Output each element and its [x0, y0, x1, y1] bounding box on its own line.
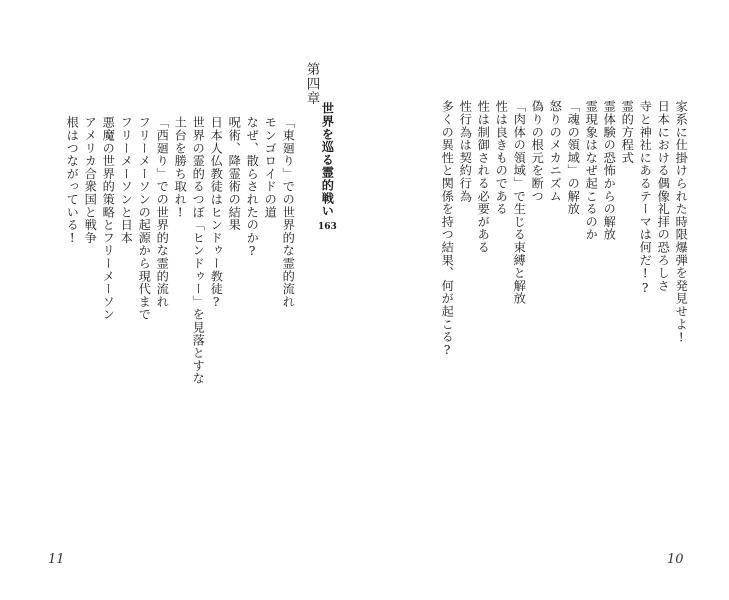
toc-line-right-8: 怒りのメカニズム [548, 100, 563, 203]
toc-line-left-9: フリーメーソンの起源から現代まで [137, 116, 152, 321]
toc-line-left-12: アメリカ合衆国と戦争 [83, 116, 98, 244]
toc-line-right-3: 寺と神社にあるテーマは何だ!? [638, 100, 653, 296]
toc-line-left-1: 「東廻り」での世界的な霊的流れ [281, 116, 296, 308]
page-number-right: 10 [667, 552, 684, 567]
toc-line-right-5: 霊体験の恐怖からの解放 [602, 100, 617, 241]
toc-line-right-13: 性行為は契約行為 [458, 100, 473, 203]
toc-line-left-11: 悪魔の世界的策略とフリーメーソン [101, 116, 116, 321]
chapter-page-number: 163 [318, 222, 337, 233]
toc-line-left-8: 「西廻り」での世界的な霊的流れ [155, 116, 170, 308]
toc-line-right-9: 偽りの根元を断つ [530, 100, 545, 203]
toc-line-left-6: 世界の霊的るつぼ「ヒンドゥー」を見落とすな [191, 116, 206, 385]
toc-line-right-14: 多くの異性と関係を持つ結果、何が起こる? [440, 100, 455, 358]
chapter-title: 世界を巡る霊的戦い [320, 102, 335, 218]
toc-line-right-4: 霊的方程式 [620, 100, 635, 164]
chapter-label: 第四章 [303, 62, 320, 106]
page-number-left: 11 [48, 552, 65, 567]
toc-line-right-11: 性は良きものである [494, 100, 509, 216]
toc-line-right-10: 「肉体の領域」で生じる束縛と解放 [512, 100, 527, 305]
toc-line-left-5: 日本人仏教徒はヒンドゥー教徒? [209, 116, 224, 310]
toc-line-left-7: 土台を勝ち取れ! [173, 116, 188, 221]
toc-line-right-2: 日本における偶像礼拝の恐ろしさ [656, 100, 671, 292]
toc-line-left-13: 根はつながっている! [65, 116, 80, 246]
toc-line-right-6: 霊現象はなぜ起こるのか [584, 100, 599, 241]
chapter-title-entry [318, 102, 337, 232]
left-page [0, 0, 364, 600]
toc-line-left-4: 呪術、降霊術の結果 [227, 116, 242, 232]
toc-line-left-2: モンゴロイドの道 [263, 116, 278, 219]
toc-line-right-12: 性は制御される必要がある [476, 100, 491, 254]
toc-line-left-3: なぜ、散らされたのか? [245, 116, 260, 259]
toc-line-right-7: 「魂の領域」の解放 [566, 100, 581, 216]
toc-line-left-10: フリーメーソンと日本 [119, 116, 134, 244]
toc-line-right-1: 家系に仕掛けられた時限爆弾を発見せよ! [674, 100, 689, 345]
